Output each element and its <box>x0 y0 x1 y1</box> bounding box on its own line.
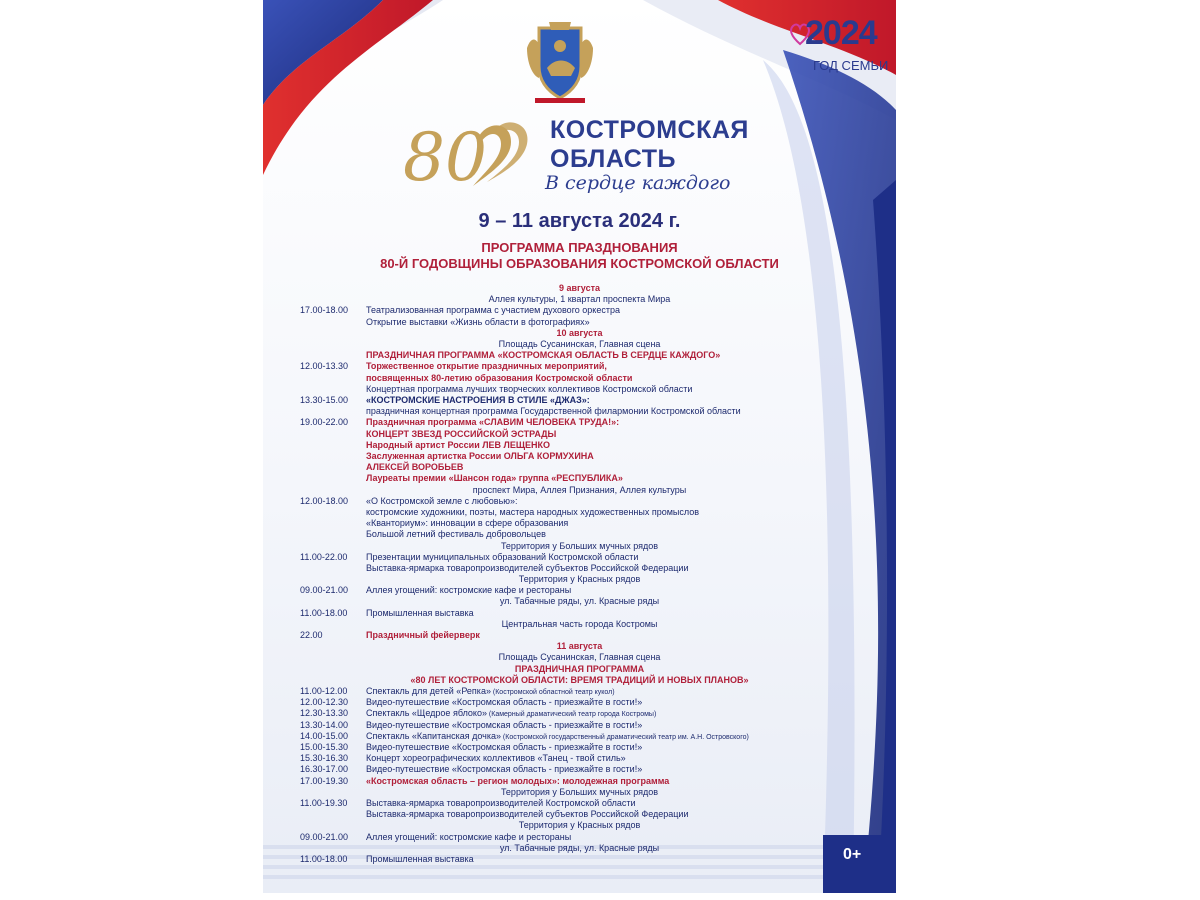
schedule-text: Спектакль для детей «Репка» (Костромской областной театр кукол) <box>366 686 615 696</box>
schedule-text: проспект Мира, Аллея Признания, Аллея культуры <box>472 485 687 495</box>
schedule-row <box>263 395 896 405</box>
schedule-text: 11 августа <box>556 641 603 651</box>
schedule-note: (Костромской государственный драматический театр им. А.Н. Островского) <box>500 734 749 741</box>
schedule-text: Видео-путешествие «Костромская область - приезжайте в гости!» <box>366 764 643 774</box>
schedule-text: Спектакль «Щедрое яблоко» (Камерный драматический театр города Костромы) <box>366 708 657 718</box>
tagline: В сердце каждого <box>545 172 731 194</box>
logo-number: 80 <box>403 119 487 196</box>
program-title-line2: 80-Й ГОДОВЩИНЫ ОБРАЗОВАНИЯ КОСТРОМСКОЙ ОБЛАСТИ <box>380 256 779 271</box>
schedule-row <box>263 429 896 439</box>
schedule-row <box>263 641 896 651</box>
schedule-text: Концертная программа лучших творческих коллективов Костромской области <box>366 384 693 394</box>
event-dates: 9 – 11 августа 2024 г. <box>478 210 681 232</box>
schedule-row <box>263 764 896 774</box>
schedule-text: Выставка-ярмарка товаропроизводителей субъектов Российской Федерации <box>366 563 689 573</box>
schedule-row <box>263 518 896 528</box>
schedule-text: Территория у Красных рядов <box>518 574 641 584</box>
schedule-text: «Костромская область – регион молодых»: молодежная программа <box>366 776 670 786</box>
schedule-text: Центральная часть города Костромы <box>501 619 658 629</box>
schedule-row <box>263 708 896 718</box>
schedule-row <box>263 541 896 551</box>
schedule-row <box>263 832 896 842</box>
schedule-row <box>263 742 896 752</box>
schedule-text: КОНЦЕРТ ЗВЕЗД РОССИЙСКОЙ ЭСТРАДЫ <box>366 429 557 439</box>
schedule-time: 17.00-19.30 <box>300 776 349 786</box>
schedule-text: Аллея угощений: костромские кафе и рестораны <box>366 832 572 842</box>
schedule-row <box>263 854 896 864</box>
poster <box>263 0 896 893</box>
badge-year: 2024 <box>805 14 877 52</box>
schedule-row <box>263 753 896 763</box>
schedule-row <box>263 697 896 707</box>
schedule-row <box>263 451 896 461</box>
schedule-row <box>263 820 896 830</box>
schedule-time: 11.00-18.00 <box>300 608 348 618</box>
schedule-row <box>263 373 896 383</box>
coat-of-arms-icon <box>525 18 595 104</box>
schedule-time: 11.00-12.00 <box>300 686 348 696</box>
schedule-text: ул. Табачные ряды, ул. Красные ряды <box>499 596 660 606</box>
schedule-text: «КОСТРОМСКИЕ НАСТРОЕНИЯ В СТИЛЕ «ДЖАЗ»: <box>366 395 590 405</box>
schedule-text: Площадь Сусанинская, Главная сцена <box>498 339 661 349</box>
schedule-text: Видео-путешествие «Костромская область - приезжайте в гости!» <box>366 697 643 707</box>
schedule-row <box>263 440 896 450</box>
schedule-text: Большой летний фестиваль добровольцев <box>366 529 546 539</box>
schedule-text: «Кванториум»: инновации в сфере образования <box>366 518 569 528</box>
schedule-time: 12.30-13.30 <box>300 708 349 718</box>
schedule-text: Презентации муниципальных образований Костромской области <box>366 552 639 562</box>
region-title-line2: ОБЛАСТЬ <box>550 145 676 173</box>
schedule-text: Народный артист России ЛЕВ ЛЕЩЕНКО <box>366 440 551 450</box>
schedule-row <box>263 317 896 327</box>
schedule-row <box>263 496 896 506</box>
year-of-family-badge <box>789 14 889 80</box>
schedule-text: АЛЕКСЕЙ ВОРОБЬЕВ <box>366 462 464 472</box>
schedule-row <box>263 361 896 371</box>
schedule-text: Открытие выставки «Жизнь области в фотографиях» <box>366 317 590 327</box>
schedule-text: «О Костромской земле с любовью»: <box>366 496 518 506</box>
age-rating: 0+ <box>843 846 862 863</box>
schedule-row <box>263 619 896 629</box>
schedule-time: 09.00-21.00 <box>300 585 349 595</box>
schedule-text: Территория у Больших мучных рядов <box>500 787 659 797</box>
program-title-line1: ПРОГРАММА ПРАЗДНОВАНИЯ <box>481 240 678 255</box>
schedule-time: 11.00-22.00 <box>300 552 348 562</box>
schedule-text: Видео-путешествие «Костромская область - приезжайте в гости!» <box>366 720 643 730</box>
schedule-time: 12.00-18.00 <box>300 496 349 506</box>
schedule-text: Праздничный фейерверк <box>366 630 480 640</box>
schedule-row <box>263 462 896 472</box>
schedule-row <box>263 563 896 573</box>
schedule-row <box>263 339 896 349</box>
schedule-row <box>263 574 896 584</box>
schedule-row <box>263 485 896 495</box>
schedule-time: 15.30-16.30 <box>300 753 349 763</box>
schedule-row <box>263 675 896 685</box>
schedule-text: 9 августа <box>559 283 600 293</box>
schedule-text: Площадь Сусанинская, Главная сцена <box>498 652 661 662</box>
anniversary-80-logo <box>401 116 536 196</box>
schedule-text: Аллея угощений: костромские кафе и рестораны <box>366 585 572 595</box>
schedule-time: 15.00-15.30 <box>300 742 349 752</box>
schedule-time: 17.00-18.00 <box>300 305 349 315</box>
schedule-note: (Камерный драматический театр города Костромы) <box>486 711 657 718</box>
schedule-text: 10 августа <box>556 328 603 338</box>
schedule-text: Торжественное открытие праздничных мероприятий, <box>366 361 607 371</box>
schedule-row <box>263 787 896 797</box>
schedule-time: 09.00-21.00 <box>300 832 349 842</box>
schedule-row <box>263 529 896 539</box>
schedule-time: 13.30-15.00 <box>300 395 349 405</box>
schedule-text: Территория у Красных рядов <box>518 820 641 830</box>
schedule-row <box>263 776 896 786</box>
schedule-text: Выставка-ярмарка товаропроизводителей Костромской области <box>366 798 636 808</box>
schedule-text: праздничная концертная программа Государственной филармонии Костромской области <box>366 406 741 416</box>
schedule-row <box>263 731 896 741</box>
schedule-text: Аллея культуры, 1 квартал проспекта Мира <box>488 294 671 304</box>
schedule-row <box>263 720 896 730</box>
schedule-time: 16.30-17.00 <box>300 764 349 774</box>
schedule-time: 22.00 <box>300 630 323 640</box>
schedule-row <box>263 294 896 304</box>
schedule-text: Праздничная программа «СЛАВИМ ЧЕЛОВЕКА ТРУДА!»: <box>366 417 620 427</box>
schedule-row <box>263 417 896 427</box>
schedule-row <box>263 809 896 819</box>
schedule-time: 11.00-18.00 <box>300 854 348 864</box>
schedule-time: 19.00-22.00 <box>300 417 349 427</box>
schedule-time: 12.00-13.30 <box>300 361 349 371</box>
schedule-row <box>263 585 896 595</box>
schedule-text: Заслуженная артистка России ОЛЬГА КОРМУХИНА <box>366 451 594 461</box>
schedule-text: Спектакль «Капитанская дочка» (Костромской государственный драматический театр им. А.Н. Островского) <box>366 731 749 741</box>
schedule-row <box>263 473 896 483</box>
schedule-row <box>263 596 896 606</box>
schedule-row <box>263 552 896 562</box>
schedule-text: ПРАЗДНИЧНАЯ ПРОГРАММА <box>514 664 645 674</box>
schedule-text: Концерт хореографических коллективов «Танец - твой стиль» <box>366 753 626 763</box>
schedule-text: Видео-путешествие «Костромская область - приезжайте в гости!» <box>366 742 643 752</box>
schedule-row <box>263 350 896 360</box>
schedule-row <box>263 798 896 808</box>
schedule-row <box>263 305 896 315</box>
schedule-row <box>263 664 896 674</box>
schedule-row <box>263 507 896 517</box>
schedule-text: ПРАЗДНИЧНАЯ ПРОГРАММА «КОСТРОМСКАЯ ОБЛАСТЬ В СЕРДЦЕ КАЖДОГО» <box>366 350 721 360</box>
schedule-text: Выставка-ярмарка товаропроизводителей субъектов Российской Федерации <box>366 809 689 819</box>
schedule-row <box>263 630 896 640</box>
badge-subtitle: ГОД СЕМЬИ <box>813 58 889 73</box>
schedule-text: Территория у Больших мучных рядов <box>500 541 659 551</box>
schedule-row <box>263 843 896 853</box>
schedule-text: «80 ЛЕТ КОСТРОМСКОЙ ОБЛАСТИ: ВРЕМЯ ТРАДИЦИЙ И НОВЫХ ПЛАНОВ» <box>410 675 749 685</box>
schedule-row <box>263 406 896 416</box>
schedule-text: Промышленная выставка <box>366 854 474 864</box>
schedule-row <box>263 652 896 662</box>
schedule-note: (Костромской областной театр кукол) <box>490 689 615 696</box>
schedule-text: Лауреаты премии «Шансон года» группа «РЕСПУБЛИКА» <box>366 473 623 483</box>
schedule-row <box>263 328 896 338</box>
schedule-text: Промышленная выставка <box>366 608 474 618</box>
schedule-text: Театрализованная программа с участием духового оркестра <box>366 305 620 315</box>
region-title-line1: КОСТРОМСКАЯ <box>550 116 749 144</box>
schedule-text: посвященных 80-летию образования Костромской области <box>366 373 633 383</box>
schedule-time: 12.00-12.30 <box>300 697 349 707</box>
schedule-time: 13.30-14.00 <box>300 720 349 730</box>
schedule-row <box>263 283 896 293</box>
schedule-row <box>263 608 896 618</box>
schedule-time: 11.00-19.30 <box>300 798 348 808</box>
schedule-row <box>263 384 896 394</box>
schedule-text: костромские художники, поэты, мастера народных художественных промыслов <box>366 507 700 517</box>
schedule-time: 14.00-15.00 <box>300 731 349 741</box>
schedule-row <box>263 686 896 696</box>
schedule-text: ул. Табачные ряды, ул. Красные ряды <box>499 843 660 853</box>
